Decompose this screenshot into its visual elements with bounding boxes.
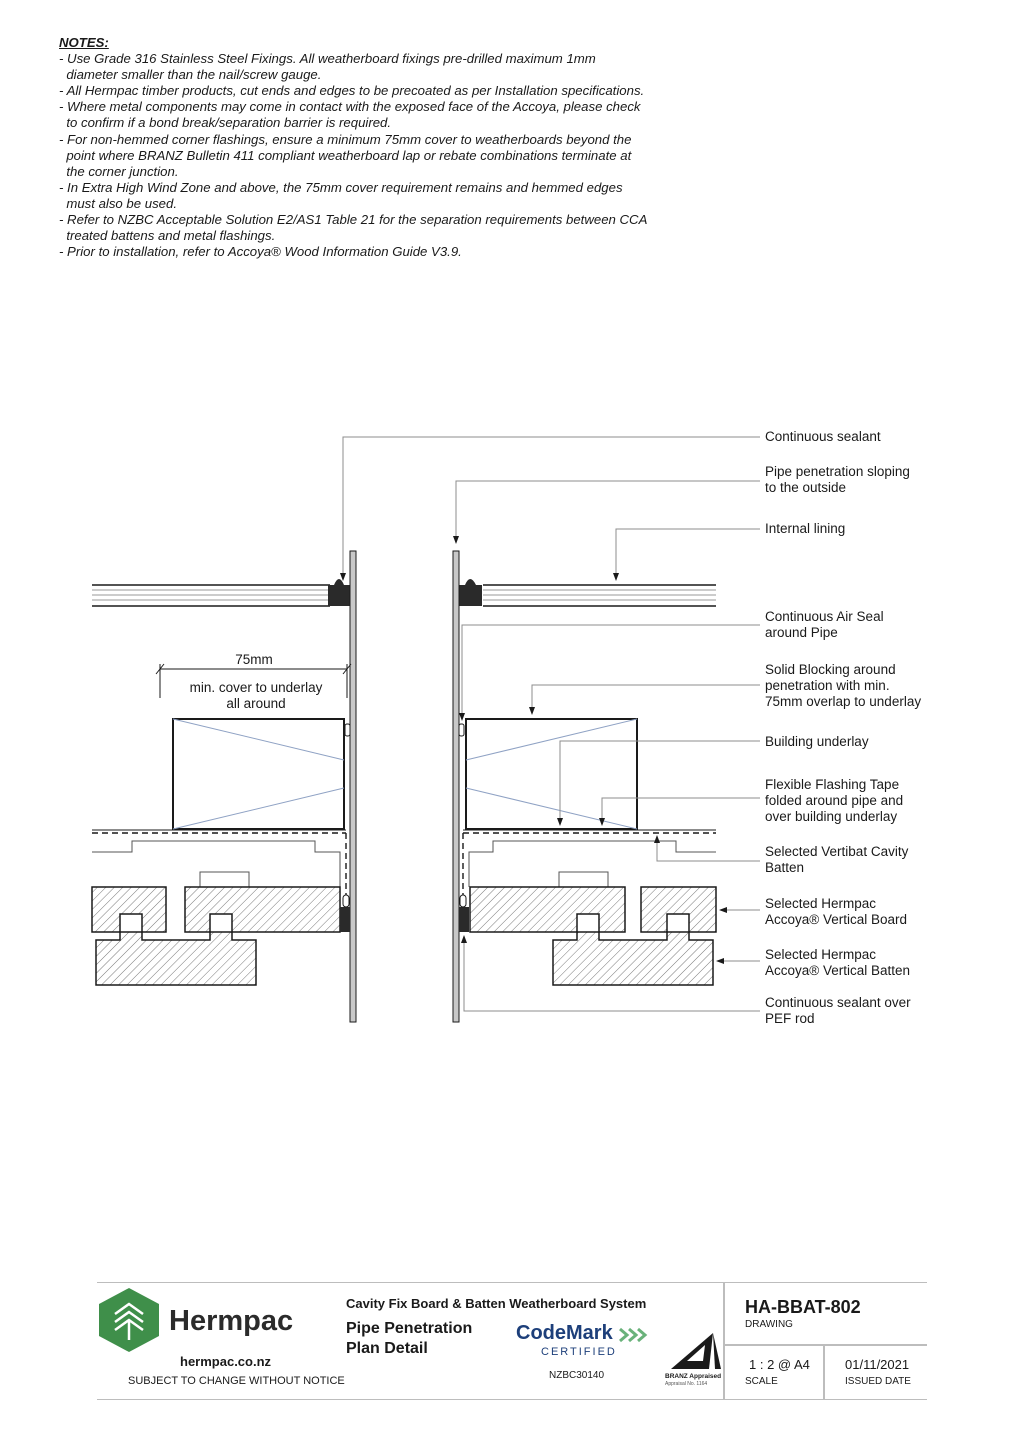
- internal-lining-right: [483, 585, 716, 606]
- note-line: - Use Grade 316 Stainless Steel Fixings. All weatherboard fixings pre-drilled maximum 1mm: [59, 51, 596, 67]
- dimension-caption-1: min. cover to underlay: [189, 680, 323, 695]
- branz-label: BRANZ Appraised: [665, 1373, 722, 1380]
- branz-number: Appraisal No. 1164: [665, 1381, 708, 1387]
- sealant-lining-right: [459, 579, 482, 606]
- solid-blocking-left: [173, 719, 344, 829]
- callout-label: around Pipe: [765, 625, 838, 640]
- dimension-value: 75mm: [235, 652, 273, 667]
- scale-label: SCALE: [745, 1376, 778, 1387]
- callout-label: Internal lining: [765, 521, 846, 536]
- website: hermpac.co.nz: [180, 1354, 272, 1369]
- callout-label: Flexible Flashing Tape: [765, 777, 900, 792]
- vertical-boards: [92, 887, 716, 932]
- callout-label: penetration with min.: [765, 678, 890, 693]
- branz-logo-icon: [669, 1331, 723, 1371]
- pef-rod-left: [343, 895, 349, 907]
- codemark-number: NZBC30140: [549, 1370, 605, 1381]
- note-line: the corner junction.: [59, 163, 179, 179]
- callout-label: folded around pipe and: [765, 793, 904, 808]
- solid-blocking-right: [466, 719, 637, 829]
- callout-label: 75mm overlap to underlay: [765, 694, 922, 709]
- callout-labels: [765, 429, 921, 1026]
- callout-label: Continuous sealant over: [765, 995, 911, 1010]
- drawing-number: HA-BBAT-802: [745, 1297, 861, 1317]
- pipe-wall-right: [453, 551, 459, 1022]
- callout-label: Selected Hermpac: [765, 896, 877, 911]
- vertical-battens: [96, 932, 713, 985]
- drawing-title-2: Plan Detail: [346, 1340, 428, 1357]
- sealant-lining-left: [328, 579, 350, 606]
- note-line: diameter smaller than the nail/screw gauge.: [59, 67, 322, 83]
- issued-date-label: ISSUED DATE: [845, 1376, 911, 1387]
- note-line: - Refer to NZBC Acceptable Solution E2/AS1 Table 21 for the separation requirements between CCA: [59, 212, 648, 228]
- note-line: - For non-hemmed corner flashings, ensure a minimum 75mm cover to weatherboards beyond the: [59, 131, 632, 147]
- disclaimer: SUBJECT TO CHANGE WITHOUT NOTICE: [128, 1375, 345, 1387]
- callout-label: Continuous sealant: [765, 429, 881, 444]
- callout-label: Selected Vertibat Cavity: [765, 844, 909, 859]
- scale-value: 1 : 2 @ A4: [749, 1357, 810, 1372]
- callout-label: Solid Blocking around: [765, 662, 896, 677]
- internal-lining-left: [92, 585, 330, 606]
- note-line: - Where metal components may come in contact with the exposed face of the Accoya, please check: [59, 99, 641, 115]
- note-line: - Prior to installation, refer to Accoya® Wood Information Guide V3.9.: [59, 244, 462, 260]
- sealant-pef-right: [459, 907, 469, 932]
- callout-label: Accoya® Vertical Board: [765, 912, 908, 927]
- note-line: treated battens and metal flashings.: [59, 228, 276, 244]
- callout-label: to the outside: [765, 480, 847, 495]
- divider: [723, 1344, 927, 1346]
- callout-label: Accoya® Vertical Batten: [765, 963, 911, 978]
- callout-label: Building underlay: [765, 734, 869, 749]
- callout-label: Continuous Air Seal: [765, 609, 884, 624]
- drawing-label: DRAWING: [745, 1319, 793, 1330]
- codemark-logo: CodeMark: [516, 1322, 613, 1344]
- note-line: - In Extra High Wind Zone and above, the 75mm cover requirement remains and hemmed edges: [59, 179, 623, 195]
- system-name: Cavity Fix Board & Batten Weatherboard System: [346, 1296, 647, 1311]
- codemark-certified: CERTIFIED: [541, 1346, 617, 1358]
- hermpac-logo-icon: [97, 1286, 161, 1354]
- air-seal-left: [345, 724, 350, 736]
- callout-label: Pipe penetration sloping: [765, 464, 910, 479]
- divider: [823, 1345, 825, 1399]
- notes-title: NOTES:: [59, 35, 109, 50]
- callout-label: Batten: [765, 860, 805, 875]
- codemark-chevron-icon: [618, 1327, 650, 1343]
- note-line: point where BRANZ Bulletin 411 compliant weatherboard lap or rebate combinations terminate at: [59, 147, 632, 163]
- pipe-wall-left: [350, 551, 356, 1022]
- callout-label: PEF rod: [765, 1011, 815, 1026]
- note-line: to confirm if a bond break/separation barrier is required.: [59, 115, 392, 131]
- note-line: - All Hermpac timber products, cut ends and edges to be precoated as per Installation specifications.: [59, 83, 645, 99]
- title-block: [97, 1282, 927, 1400]
- sealant-pef-left: [340, 907, 350, 932]
- air-seal-right: [459, 724, 464, 736]
- drawing-title-1: Pipe Penetration: [346, 1320, 473, 1337]
- issued-date: 01/11/2021: [845, 1357, 910, 1372]
- dimension-caption-2: all around: [226, 696, 286, 711]
- brand-name: Hermpac: [169, 1305, 294, 1337]
- callout-label: Selected Hermpac: [765, 947, 877, 962]
- note-line: must also be used.: [59, 195, 178, 211]
- cavity-batten-outline: [92, 841, 716, 887]
- divider: [723, 1283, 725, 1399]
- pef-rod-right: [460, 895, 466, 907]
- callout-label: over building underlay: [765, 809, 898, 824]
